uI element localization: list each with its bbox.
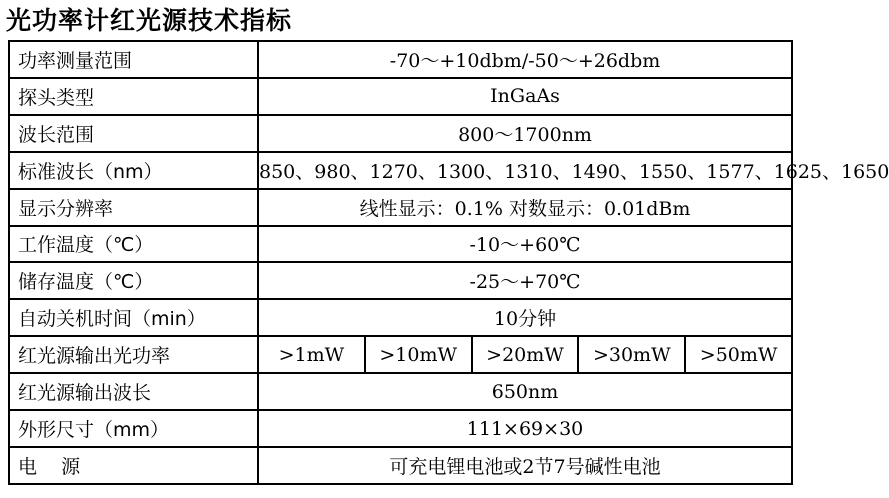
- row-label: 功率测量范围: [9, 41, 258, 78]
- row-label: 标准波长（nm）: [9, 152, 258, 189]
- page-title: 光功率计红光源技术指标: [6, 6, 293, 35]
- row-value: 可充电锂电池或2节7号碱性电池: [258, 447, 792, 484]
- row-label: 红光源输出波长: [9, 373, 258, 410]
- row-value: InGaAs: [258, 78, 792, 115]
- table-row: [9, 78, 792, 115]
- table-row: [9, 410, 792, 447]
- row-label: 波长范围: [9, 115, 258, 152]
- table-row: [9, 189, 792, 226]
- row-value: -10～+60℃: [258, 226, 792, 263]
- row-label: 储存温度（℃）: [9, 262, 258, 299]
- table-row: [9, 115, 792, 152]
- power-option-cell: >20mW: [472, 336, 579, 373]
- table-row: [9, 262, 792, 299]
- power-option-cell: >30mW: [578, 336, 685, 373]
- row-value: 650nm: [258, 373, 792, 410]
- table-row: [9, 299, 792, 336]
- power-option-cell: >1mW: [258, 336, 365, 373]
- row-value: -70～+10dbm/-50～+26dbm: [258, 41, 792, 78]
- row-value: 850、980、1270、1300、1310、1490、1550、1577、1625、1650: [258, 152, 792, 189]
- row-value: 111×69×30: [258, 410, 792, 447]
- table-row: [9, 152, 792, 189]
- row-value: 线性显示：0.1% 对数显示：0.01dBm: [258, 189, 792, 226]
- table-row: [9, 41, 792, 78]
- table-row: [9, 373, 792, 410]
- row-label: 显示分辨率: [9, 189, 258, 226]
- table-row: [9, 226, 792, 263]
- spec-table: [8, 40, 889, 485]
- row-value: -25～+70℃: [258, 262, 792, 299]
- row-label: 自动关机时间（min）: [9, 299, 258, 336]
- row-label: 红光源输出光功率: [9, 336, 258, 373]
- row-label: 外形尺寸（mm）: [9, 410, 258, 447]
- power-option-cell: >10mW: [365, 336, 472, 373]
- power-option-cell: >50mW: [685, 336, 792, 373]
- table-row: [9, 447, 792, 484]
- row-value: 10分钟: [258, 299, 792, 336]
- row-label: 电 源: [9, 447, 258, 484]
- row-value: 800～1700nm: [258, 115, 792, 152]
- row-label: 探头类型: [9, 78, 258, 115]
- table-row: [9, 336, 792, 373]
- row-label: 工作温度（℃）: [9, 226, 258, 263]
